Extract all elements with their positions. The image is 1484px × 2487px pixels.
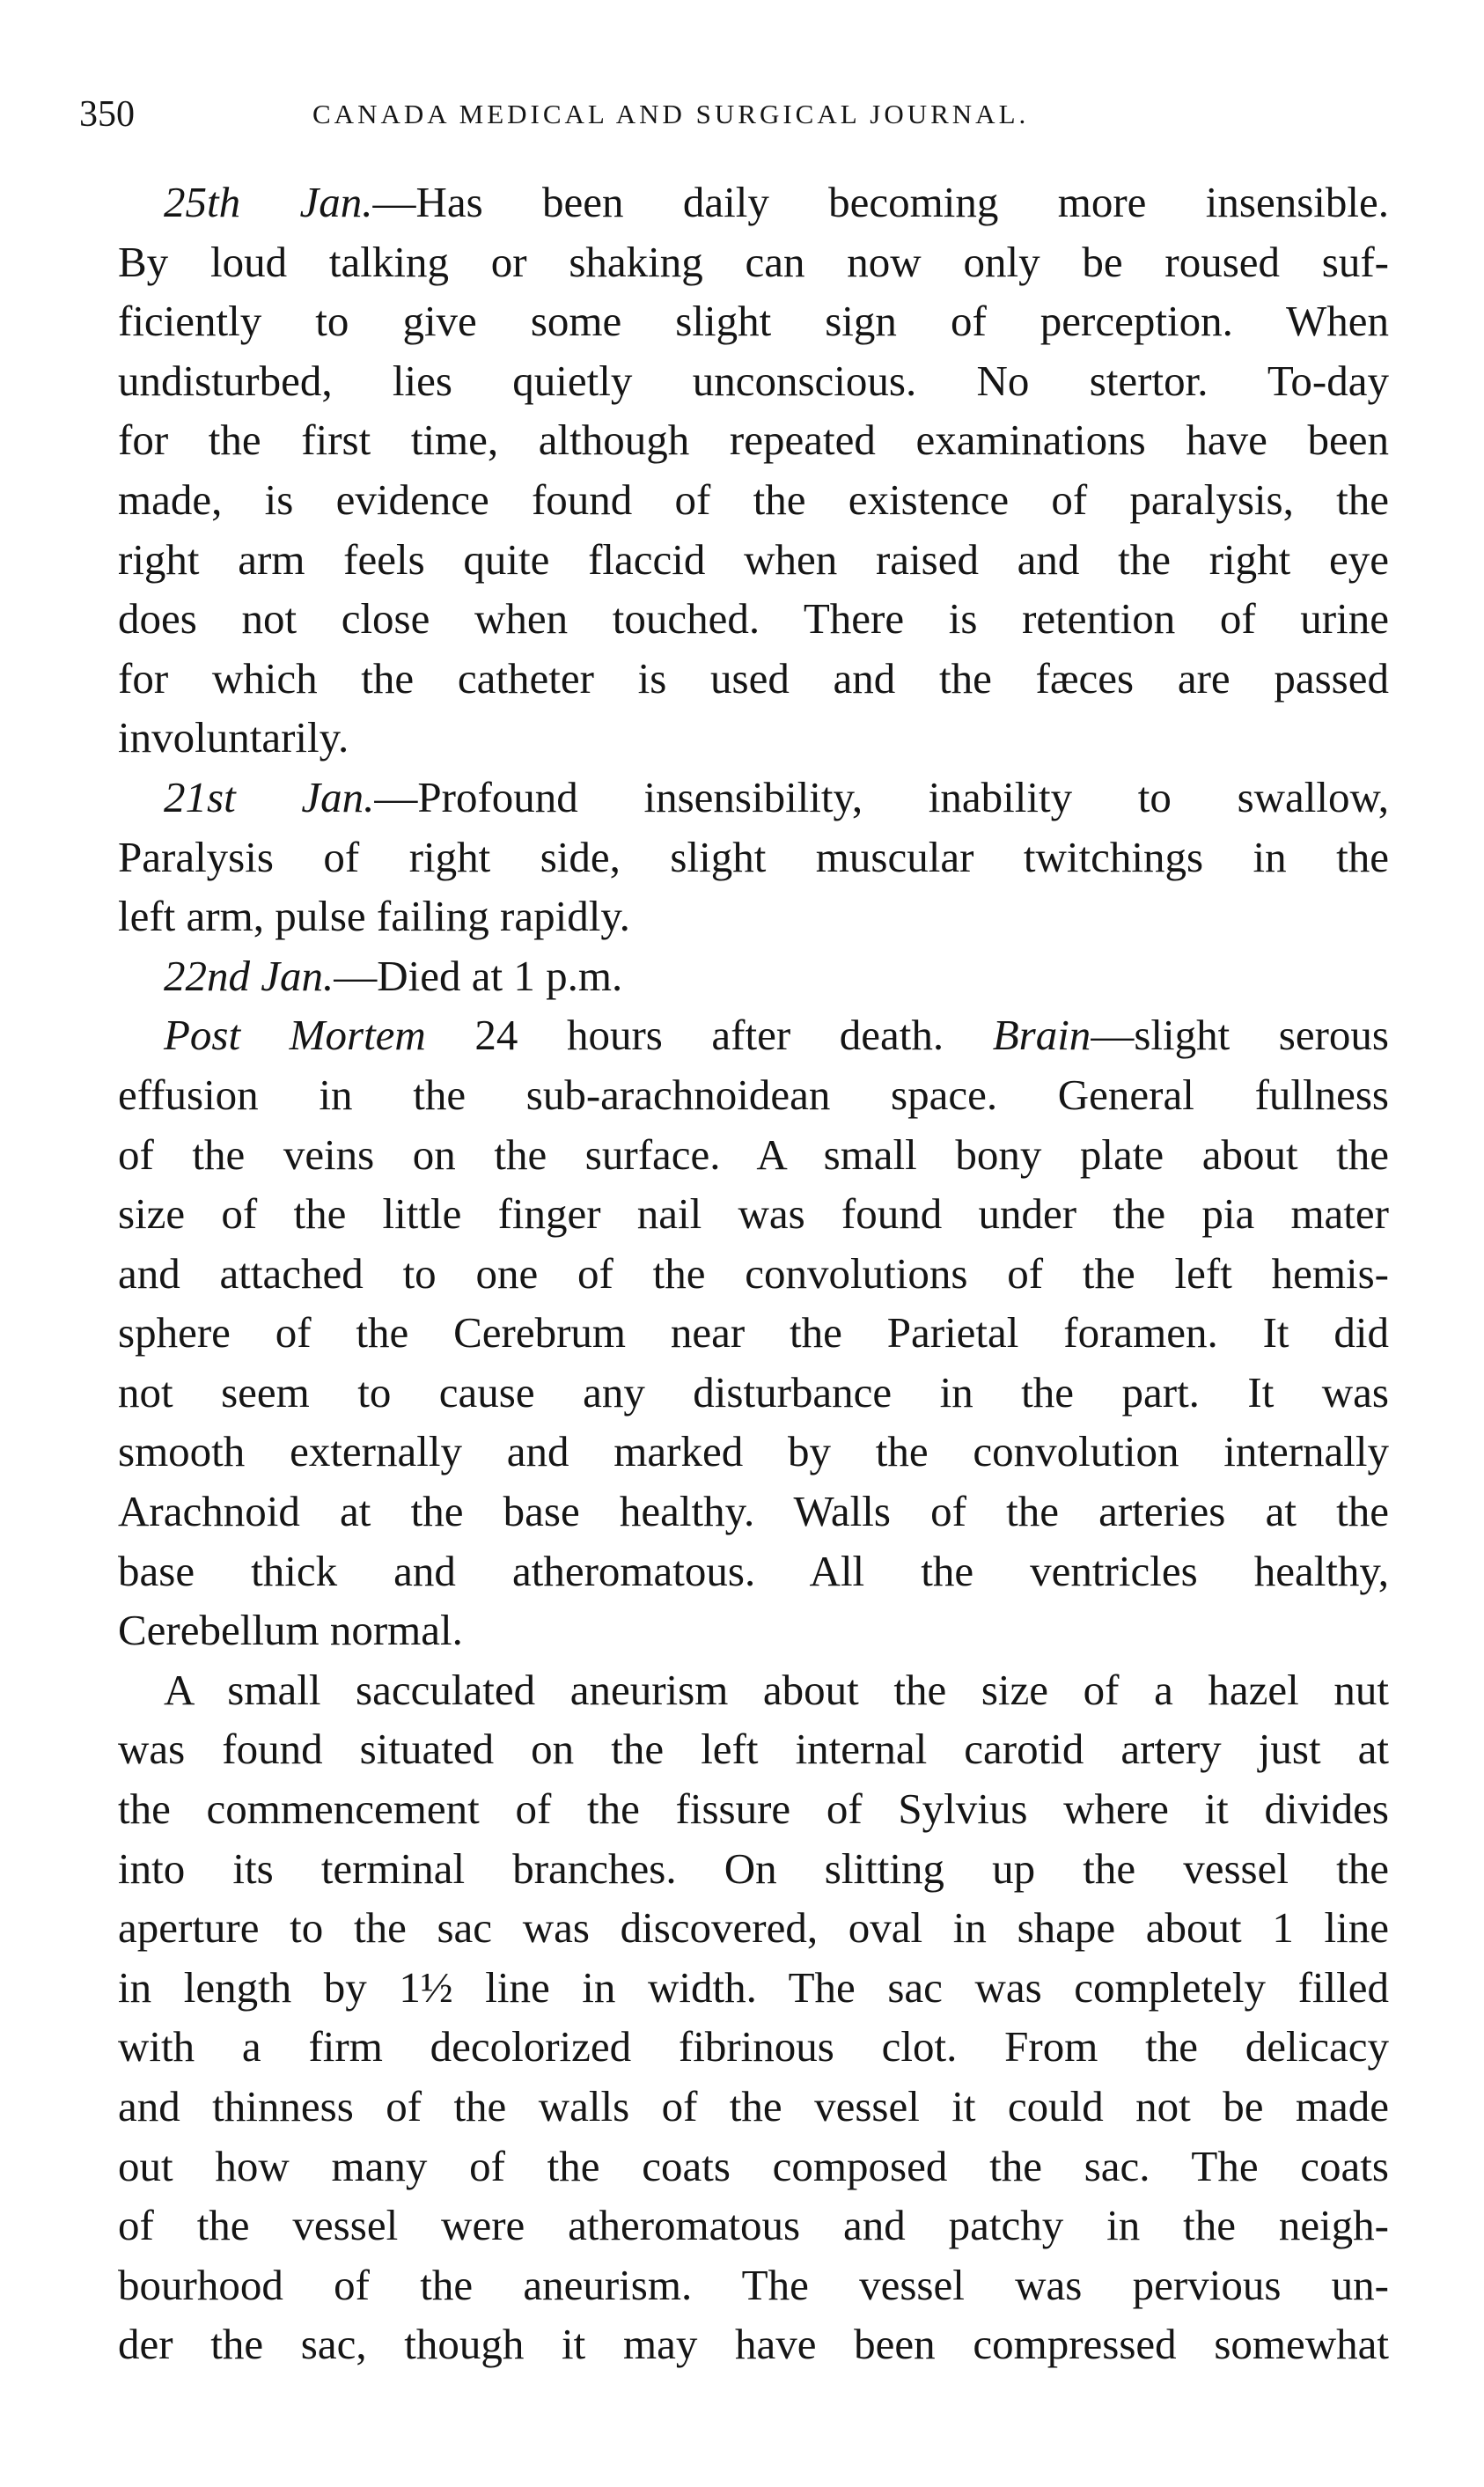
text-line: not seem to cause any disturbance in the part. It was bbox=[118, 1367, 1389, 1416]
text-line: Post Mortem 24 hours after death. Brain—slight serous bbox=[164, 1011, 1389, 1060]
text-line: Cerebellum normal. bbox=[118, 1606, 463, 1655]
text-line: aperture to the sac was discovered, oval in shape about 1 line bbox=[118, 1903, 1389, 1953]
text-line: with a firm decolorized fibrinous clot. From the delicacy bbox=[118, 2022, 1389, 2071]
entry-25th-jan bbox=[118, 173, 1389, 768]
text-line: and attached to one of the convolutions of the left hemis- bbox=[118, 1248, 1389, 1298]
text-line: bourhood of the aneurism. The vessel was pervious un- bbox=[118, 2260, 1389, 2309]
text-line: By loud talking or shaking can now only be roused suf- bbox=[118, 237, 1389, 286]
text-line: involuntarily. bbox=[118, 713, 349, 762]
entry-22nd-jan bbox=[118, 946, 1389, 1006]
text-line: was found situated on the left internal carotid artery just at bbox=[118, 1725, 1389, 1774]
running-head bbox=[79, 88, 1364, 141]
text-line: into its terminal branches. On slitting up the vessel the bbox=[118, 1843, 1389, 1893]
text-line: for which the catheter is used and the fæces are passed bbox=[118, 653, 1389, 703]
text-line: left arm, pulse failing rapidly. bbox=[118, 892, 630, 941]
journal-title: CANADA MEDICAL AND SURGICAL JOURNAL. bbox=[312, 99, 1030, 129]
entry-21st-jan bbox=[118, 768, 1389, 946]
text-line: base thick and atheromatous. All the ventricles healthy, bbox=[118, 1546, 1389, 1595]
text-line: and thinness of the walls of the vessel it could not be made bbox=[118, 2082, 1389, 2130]
text-line: ficiently to give some slight sign of perception. When bbox=[118, 297, 1389, 346]
entry-date: 25th Jan. bbox=[164, 178, 373, 226]
text-line: Paralysis of right side, slight muscular twitchings in the bbox=[118, 832, 1389, 881]
entry-date: 21st Jan. bbox=[164, 772, 375, 821]
aneurism-paragraph bbox=[118, 1660, 1389, 2374]
text-line: der the sac, though it may have been compressed somewhat bbox=[118, 2320, 1389, 2369]
section-lead: Post Mortem bbox=[164, 1011, 426, 1060]
article-body bbox=[118, 173, 1389, 2374]
page-number: 350 bbox=[79, 94, 135, 135]
text-line: out how many of the coats composed the sac. The coats bbox=[118, 2141, 1389, 2190]
text-line: smooth externally and marked by the convolution internally bbox=[118, 1427, 1389, 1476]
text-line: of the veins on the surface. A small bony plate about the bbox=[118, 1129, 1389, 1179]
text-line: the commencement of the fissure of Sylvius where it divides bbox=[118, 1784, 1389, 1834]
text-line: made, is evidence found of the existence of paralysis, the bbox=[118, 475, 1389, 524]
text-line: of the vessel were atheromatous and patchy in the neigh- bbox=[118, 2201, 1389, 2250]
entry-date: 22nd Jan. bbox=[164, 951, 334, 1000]
text-line: Arachnoid at the base healthy. Walls of the arteries at the bbox=[118, 1487, 1389, 1536]
text-line: effusion in the sub-arachnoidean space. General fullness bbox=[118, 1070, 1389, 1119]
text-line: 25th Jan.—Has been daily becoming more insensible. bbox=[164, 178, 1389, 226]
post-mortem-section bbox=[118, 1005, 1389, 1660]
text-line: size of the little finger nail was found under the pia mater bbox=[118, 1189, 1389, 1239]
text-line: A small sacculated aneurism about the size of a hazel nut bbox=[164, 1665, 1389, 1714]
section-lead: Brain bbox=[992, 1011, 1091, 1060]
text-line: 21st Jan.—Profound insensibility, inability to swallow, bbox=[164, 772, 1389, 821]
text-line: does not close when touched. There is retention of urine bbox=[118, 594, 1389, 644]
text-line: undisturbed, lies quietly unconscious. No stertor. To-day bbox=[118, 356, 1389, 405]
text-line: right arm feels quite flaccid when raised and the right eye bbox=[118, 534, 1389, 584]
text-line: sphere of the Cerebrum near the Parietal foramen. It did bbox=[118, 1308, 1389, 1358]
text-line: 22nd Jan.—Died at 1 p.m. bbox=[164, 951, 623, 1000]
text-line: for the first time, although repeated examinations have been bbox=[118, 416, 1389, 465]
text-line: in length by 1½ line in width. The sac was completely filled bbox=[118, 1962, 1389, 2012]
